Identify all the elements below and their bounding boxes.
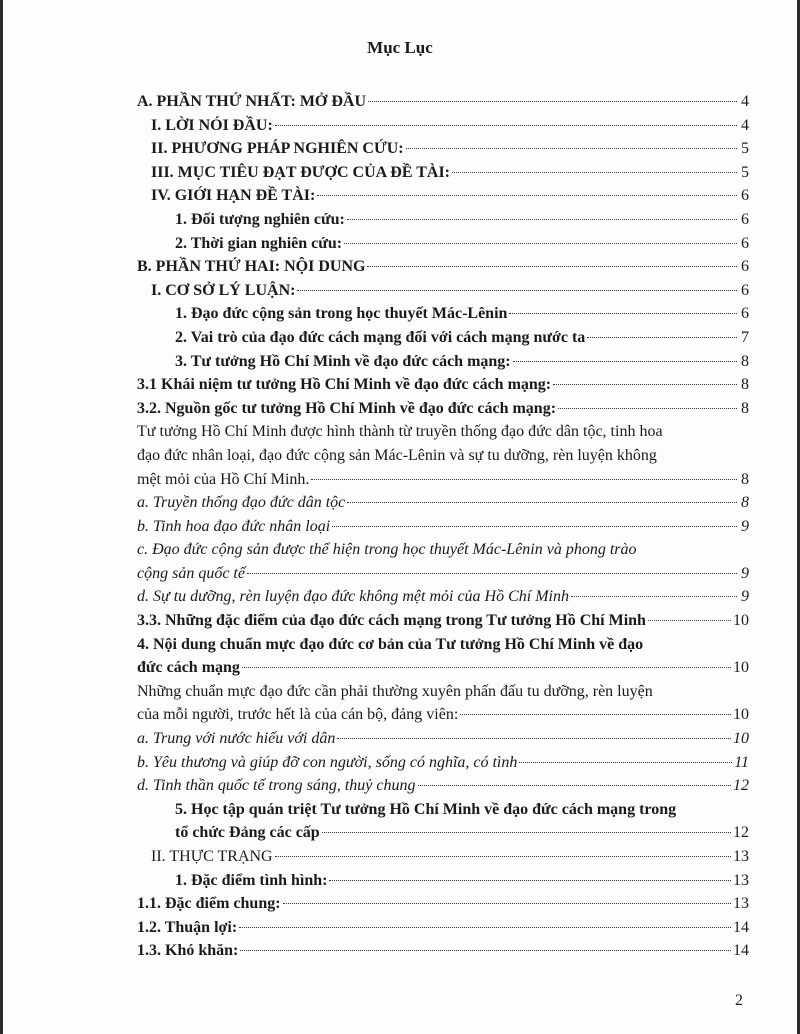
toc-entry[interactable]: [137, 916, 749, 940]
toc-entry[interactable]: [137, 774, 749, 798]
toc-entry-title: 1. Đặc điểm tình hình:: [175, 871, 328, 889]
toc-entry[interactable]: [137, 420, 749, 491]
toc-entry[interactable]: [137, 302, 749, 326]
toc-entry-page: 13: [733, 895, 749, 913]
toc-entry[interactable]: [137, 184, 749, 208]
toc-entry[interactable]: [137, 515, 749, 539]
toc-entry[interactable]: [137, 161, 749, 185]
toc-entry-page: 14: [733, 918, 749, 936]
toc-entry-page: 5: [741, 163, 749, 181]
toc-entry-title: a. Truyền thống đạo đức dân tộc: [137, 494, 346, 512]
toc-entry-title: A. PHẦN THỨ NHẤT: MỞ ĐẦU: [137, 93, 367, 110]
toc-entry-title: B. PHẦN THỨ HAI: NỘI DUNG: [137, 258, 366, 276]
toc-entry-page: 8: [741, 376, 749, 394]
toc-entry-page: 12: [733, 824, 749, 842]
dot-leader: [275, 856, 731, 857]
toc-entry[interactable]: [137, 609, 749, 633]
toc-entry-line: 5. Học tập quán triệt Tư tưởng Hồ Chí Minh về đạo đức cách mạng trong: [175, 800, 677, 818]
toc-entry-line: 4. Nội dung chuẩn mực đạo đức cơ bản của Tư tưởng Hồ Chí Minh về đạo: [137, 635, 644, 653]
dot-leader: [297, 290, 737, 291]
toc-entry[interactable]: [137, 326, 749, 350]
toc-entry-page: 13: [733, 848, 749, 865]
toc-entry[interactable]: [137, 491, 749, 515]
toc-entry-title: 3.2. Nguồn gốc tư tưởng Hồ Chí Minh về đạo đức cách mạng:: [137, 399, 557, 417]
toc-entry-title: cộng sản quốc tế: [137, 564, 245, 582]
toc-entry-line: c. Đạo đức cộng sản được thể hiện trong học thuyết Mác-Lênin và phong trào: [137, 541, 637, 559]
toc-entry-page: 6: [741, 234, 749, 252]
toc-entry-title: b. Yêu thương và giúp đỡ con người, sống có nghĩa, có tình: [137, 753, 518, 771]
dot-leader: [347, 219, 737, 220]
dot-leader: [240, 950, 731, 951]
toc-entry[interactable]: [137, 255, 749, 279]
toc-entry-title: 2. Vai trò của đạo đức cách mạng đối với cách mạng nước ta: [175, 328, 586, 346]
toc-entry-page: 10: [733, 730, 749, 748]
dot-leader: [509, 313, 737, 314]
dot-leader: [322, 832, 731, 833]
toc-entry-line: đạo đức nhân loại, đạo đức cộng sản Mác-Lênin và sự tu dưỡng, rèn luyện không: [137, 446, 657, 464]
toc-entry-page: 6: [741, 210, 749, 228]
toc-entry[interactable]: [137, 350, 749, 374]
toc-entry-line: Tư tưởng Hồ Chí Minh được hình thành từ truyền thống đạo đức dân tộc, tinh hoa: [137, 423, 663, 441]
toc-entry[interactable]: [137, 90, 749, 114]
toc-entry-page: 10: [733, 612, 749, 630]
toc-entry-page: 9: [741, 588, 749, 606]
dot-leader: [337, 738, 731, 739]
dot-leader: [513, 361, 737, 362]
toc-entry[interactable]: [137, 680, 749, 727]
dot-leader: [283, 903, 731, 904]
toc-entry-title: 3. Tư tưởng Hồ Chí Minh về đạo đức cách mạng:: [175, 352, 511, 370]
toc-entry[interactable]: [137, 279, 749, 303]
toc-entry-title: 1.3. Khó khăn:: [137, 942, 239, 960]
dot-leader: [332, 526, 737, 527]
toc-entry-page: 8: [741, 470, 749, 488]
toc-entry[interactable]: [137, 845, 749, 869]
toc-entry-title: d. Tinh thần quốc tế trong sáng, thuỷ chung: [137, 777, 416, 795]
toc-entry-title: I. CƠ SỞ LÝ LUẬN:: [151, 281, 296, 299]
table-of-contents: [137, 90, 749, 963]
toc-entry-title: 3.3. Những đặc điểm của đạo đức cách mạng trong Tư tưởng Hồ Chí Minh: [137, 612, 646, 630]
toc-entry[interactable]: [137, 232, 749, 256]
dot-leader: [317, 195, 737, 196]
toc-entry[interactable]: [137, 869, 749, 893]
toc-entry-title: IV. GIỚI HẠN ĐỀ TÀI:: [151, 187, 316, 205]
dot-leader: [239, 927, 731, 928]
toc-entry-page: 7: [741, 328, 749, 346]
toc-entry-title: I. LỜI NÓI ĐẦU:: [151, 116, 273, 134]
toc-entry[interactable]: [137, 633, 749, 680]
page-number: 2: [735, 992, 743, 1009]
toc-entry-title: mệt mỏi của Hồ Chí Minh.: [137, 470, 310, 488]
toc-entry-page: 8: [741, 352, 749, 370]
dot-leader: [587, 337, 737, 338]
toc-entry-page: 11: [734, 753, 749, 771]
dot-leader: [368, 101, 737, 102]
toc-entry-title: 1. Đạo đức cộng sản trong học thuyết Mác-Lênin: [175, 305, 508, 323]
toc-entry-page: 8: [741, 494, 749, 512]
toc-entry-page: 5: [741, 140, 749, 158]
toc-entry[interactable]: [137, 585, 749, 609]
toc-entry-page: 4: [741, 116, 749, 134]
toc-entry[interactable]: [137, 538, 749, 585]
toc-entry-page: 10: [733, 659, 749, 677]
toc-entry-title: II. PHƯƠNG PHÁP NGHIÊN CỨU:: [151, 140, 404, 158]
dot-leader: [242, 667, 731, 668]
toc-entry-page: 8: [741, 399, 749, 417]
toc-entry-title: 1.2. Thuận lợi:: [137, 918, 238, 936]
dot-leader: [519, 762, 732, 763]
toc-entry[interactable]: [137, 727, 749, 751]
dot-leader: [558, 408, 737, 409]
toc-entry-page: 10: [733, 706, 749, 724]
toc-entry[interactable]: [137, 892, 749, 916]
toc-entry[interactable]: [137, 751, 749, 775]
toc-entry-title: III. MỤC TIÊU ĐẠT ĐƯỢC CỦA ĐỀ TÀI:: [151, 163, 451, 181]
toc-entry-page: 12: [733, 777, 749, 795]
dot-leader: [553, 384, 737, 385]
toc-entry-page: 6: [741, 305, 749, 323]
toc-entry-title: của mỗi người, trước hết là của cán bộ, đảng viên:: [137, 706, 459, 724]
page-title: Mục Lục: [367, 38, 433, 57]
dot-leader: [329, 880, 731, 881]
toc-entry-title: b. Tinh hoa đạo đức nhân loại: [137, 517, 331, 535]
toc-entry[interactable]: [137, 208, 749, 232]
dot-leader: [460, 714, 731, 715]
dot-leader: [275, 125, 737, 126]
toc-entry-page: 14: [733, 942, 749, 960]
toc-entry-title: a. Trung với nước hiếu với dân: [137, 730, 336, 748]
toc-entry-page: 13: [733, 871, 749, 889]
dot-leader: [367, 266, 737, 267]
toc-entry-title: 1. Đối tượng nghiên cứu:: [175, 210, 345, 228]
dot-leader: [311, 479, 737, 480]
toc-entry-page: 6: [741, 258, 749, 276]
toc-entry[interactable]: [137, 939, 749, 963]
toc-entry[interactable]: [137, 137, 749, 161]
toc-entry-title: d. Sự tu dưỡng, rèn luyện đạo đức không mệt mỏi của Hồ Chí Minh: [137, 588, 569, 606]
toc-entry-title: II. THỰC TRẠNG: [151, 848, 273, 865]
toc-entry-page: 9: [741, 517, 749, 535]
dot-leader: [344, 243, 737, 244]
dot-leader: [406, 148, 737, 149]
toc-entry-title: 2. Thời gian nghiên cứu:: [175, 234, 343, 252]
toc-entry-page: 9: [741, 564, 749, 582]
dot-leader: [347, 502, 737, 503]
toc-entry[interactable]: [137, 373, 749, 397]
toc-entry-page: 4: [741, 93, 749, 110]
dot-leader: [648, 620, 731, 621]
toc-entry-title: 3.1 Khái niệm tư tưởng Hồ Chí Minh về đạo đức cách mạng:: [137, 376, 552, 394]
toc-entry-title: tổ chức Đảng các cấp: [175, 824, 320, 842]
dot-leader: [571, 596, 737, 597]
toc-entry[interactable]: [137, 798, 749, 845]
toc-entry-title: đức cách mạng: [137, 659, 240, 677]
toc-entry[interactable]: [137, 114, 749, 138]
dot-leader: [418, 785, 731, 786]
toc-entry-page: 6: [741, 187, 749, 205]
toc-entry-page: 6: [741, 281, 749, 299]
toc-entry-title: 1.1. Đặc điểm chung:: [137, 895, 281, 913]
dot-leader: [247, 573, 737, 574]
toc-entry-line: Những chuẩn mực đạo đức cần phải thường xuyên phấn đấu tu dưỡng, rèn luyện: [137, 682, 653, 700]
toc-entry[interactable]: [137, 397, 749, 421]
dot-leader: [452, 172, 737, 173]
